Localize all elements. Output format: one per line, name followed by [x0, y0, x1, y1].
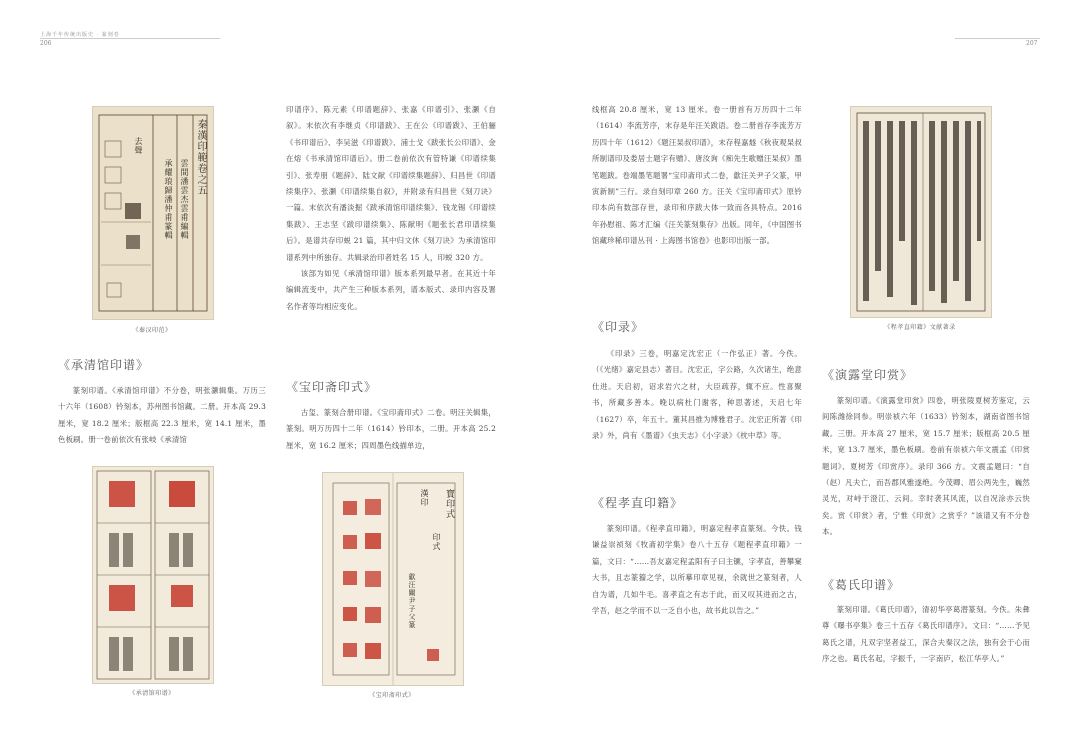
paragraph: 《印录》三卷，明嘉定沈宏正（一作弘正）著。今佚。（《光绪》嘉定县志）著目。沈宏正，字公路，久次诸生，绝意仕进。天启初，诏求岩穴之材，大臣疏荐，辄不应。性喜聚书，所藏多善本。晚以病杜门谢客，种思著述，天启七年（1627）卒，年五十。董其昌推为博雅君子。沈宏正所著《印录》外，尚有《墨谱》《虫天志》《小字录》《枕中草》等。 — [592, 349, 802, 441]
caption-chengxiaozhi-record: 《程孝直印籍》文献著录 — [884, 324, 956, 331]
section-title-geshi: 《葛氏印谱》 — [822, 578, 901, 592]
figure-qinhan-editor-line: 雲間潘雲杰雲甫編輯 — [180, 159, 189, 240]
caption-qinhan: 《秦汉印范》 — [132, 327, 172, 334]
paragraph: 篆刻印谱。《演露堂印赏》四卷，明张陵夏树芳鉴定，云间陈潍徐同参。明崇祯六年（1633）钤刻本，湖南省图书馆藏。三册。开本高 27 厘米，宽 15.7 厘米；版框高 20.5 厘米，宽 13.7 厘米，墨色板刷。卷前有崇祯六年文震孟《印赏题词》、夏树芳《印赏序》。录印 366 方。文震孟题曰：“自（赵）凡夫亡，而吾郡风雅遂绝。今茂卿、眉公两先生，巍然灵光，对峙于澄江、云间。幸时袭其风流，以自况涂亦云快矣。赏《印赏》者，宁惟《印赏》之赏乎？”该谱又有不分卷本。 — [822, 396, 1030, 537]
section-title-yanlutang: 《演露堂印赏》 — [822, 368, 914, 382]
section-body-geshi — [822, 602, 1030, 668]
right-page-number: 207 — [1026, 40, 1038, 47]
figure-chengqingguan — [92, 466, 214, 684]
figure-baoyinzhai-line-2: 印式 — [432, 533, 441, 551]
paragraph: 篆刻印谱。《程孝直印籍》，明嘉定程孝直篆刻。今佚。钱谦益崇祯刻《牧斋初学集》卷八十五存《题程孝直印籍》一篇，文曰：“……吾友嘉定程孟阳有子曰主镳，字孝直，善攀窠大书，且志篆籀之学，以所摹印章见视，余就世之篆刻者，人自为谱，几如牛毛。喜孝直之有志于此，而又叹其进而之古，学吾，赵之学而不以一乏自小也，故书此以告之。” — [592, 524, 802, 616]
section-body-yanlutang — [822, 393, 1030, 541]
paragraph: 篆刻印谱。《承清馆印谱》不分卷，明张灏辑集。万历三十六年（1608）钤刻本，苏州图书馆藏。二册。开本高 29.3 厘米，宽 18.2 厘米；版框高 22.3 厘米，宽 14.1 厘米，墨色板刷。册一卷前依次有张岐《承清馆 — [58, 386, 266, 445]
paragraph: 该部为如见《承清馆印谱》版本系列最早者。在其近十年编辑流变中，共产生三种版本系列，谱本版式、录印内容及署名作者等均相应变化。 — [286, 269, 496, 311]
figure-qinhan-cover-title: 秦漢印範卷之五 — [195, 119, 206, 196]
caption-chengqingguan: 《承清馆印谱》 — [129, 690, 175, 697]
figure-baoyinzhai-line-1: 寶印式 — [444, 489, 454, 519]
figure-qinhan-engraver-line: 承耀琅歸潘仲甫篆輯 — [164, 159, 173, 240]
figure-baoyinzhai-art — [323, 473, 463, 685]
caption-baoyinzhai: 《宝印斋印式》 — [369, 692, 415, 699]
chengqingguan-continued — [286, 102, 496, 315]
section-body-chengqingguan — [58, 383, 266, 449]
figure-baoyinzhai — [322, 472, 464, 686]
paragraph: 篆刻印谱。《葛氏印谱》，清初华亭葛潜篆刻。今佚。朱彝尊《曝书亭集》卷三十五存《葛氏印谱序》。文曰：“……予见葛氏之谱，凡双字坚者益工，深合夫秦汉之法，独有会于心而序之也。葛氏名起，字振千，一字南庐，松江华亭人。” — [822, 605, 1030, 664]
figure-baoyinzhai-line-3: 漢印 — [420, 489, 429, 507]
figure-chengxiaozhi-art — [851, 107, 991, 317]
section-body-baoyinzhai — [286, 405, 496, 454]
section-body-chengxiaozhi — [592, 521, 802, 619]
figure-qinhan-side-label: 去聲 — [134, 137, 143, 155]
paragraph: 线框高 20.8 厘米，宽 13 厘米。卷一册首有万历四十二年（1614）李流芳序，末存是年汪关跋语。卷二册首存李流芳万历四十年（1612）《题汪杲叔印谱》，末存程嘉燧《秋夜观杲叔所制谱印及娄居士题字有赠》、唐汝询《痴先生歌赠汪杲叔》墨笔题跋。卷端墨笔题署“宝印斋印式二卷，歙汪关尹子父篆，甲寅新制”三行。录自刻印章 260 方。汪关《宝印斋印式》原钤印本尚有数部存世，录印和序跋大体一致而各具特点。2016 年孙慰祖、陈才汇编《汪关篆刻集存》出版。同年，《中国图书馆藏珍稀印谱丛刊 · 上海图书馆卷》也影印出版一部。 — [592, 105, 802, 246]
paragraph: 印谱序》、陈元素《印谱题辞》、张嘉《印谱引》、张灏《自叙》。末依次有李继贞《印谱跋》、王在公《印谱跋》、王伯骊《书印谱后》、李吴滋《印谱跋》、浦士戈《跋张长公印谱》、金在熔《书承清馆印谱后》。册二卷前依次有管特谦《印谱续集引》、张寿朋《题辞》、陆文献《印谱续集题辞》、归昌世《印谱续集序》、张灏《印谱续集自叙》，并附录有归昌世《刻刀诀》一篇。末依次有潘淡掘《跋承清馆印谱续集》、钱龙锡《印谱续集跋》、王志坚《跋印谱续集》、陈献明《题张长君印谱续集后》。是谱共存印蜕 21 篇，其中归文休《刻刀诀》为承清馆印谱系列中所独存。共辑录治印者姓名 15 人，印蜕 320 方。 — [286, 105, 496, 262]
running-title: 上海千年传统出版史 · 篆刻卷 — [40, 32, 120, 38]
header-rule-left — [40, 38, 220, 39]
figure-chengxiaozhi-record — [850, 106, 992, 318]
section-title-chengqingguan: 《承清馆印谱》 — [58, 358, 150, 372]
header-rule-right — [955, 38, 1040, 39]
figure-qinhan-yinfan — [92, 106, 214, 320]
section-body-yinlu — [592, 346, 802, 444]
paragraph: 古玺、篆刻合册印谱。《宝印斋印式》二卷。明汪关辑集，篆刻。明万历四十二年（1614）钤印本，二册。开本高 25.2 厘米，宽 16.2 厘米；四周墨色线描单边， — [286, 408, 496, 450]
figure-baoyinzhai-line-4: 歙汪關尹子父篆 — [408, 573, 416, 629]
section-title-baoyinzhai: 《宝印斋印式》 — [286, 380, 378, 394]
section-title-yinlu: 《印录》 — [592, 320, 645, 334]
baoyinzhai-continued — [592, 102, 802, 250]
section-title-chengxiaozhi: 《程孝直印籍》 — [592, 496, 684, 510]
left-page-number: 206 — [40, 40, 52, 47]
figure-chengqingguan-art — [93, 467, 213, 683]
